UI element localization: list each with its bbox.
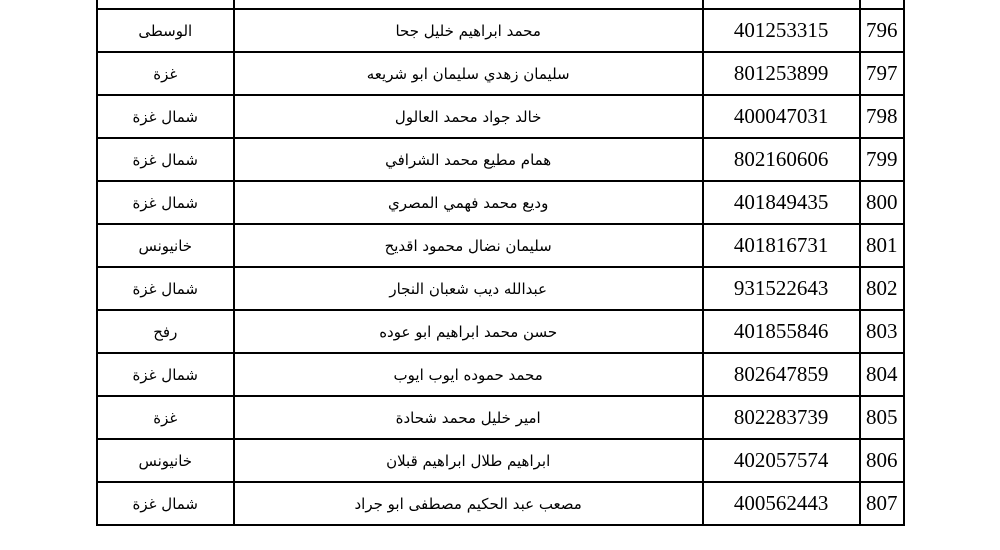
- cell-number: 797: [860, 52, 904, 95]
- cell-number: 805: [860, 396, 904, 439]
- cell-name: محمد حموده ايوب ايوب: [234, 353, 703, 396]
- cell-name: سليمان نضال محمود اقديح: [234, 224, 703, 267]
- cell-region: خانيونس: [97, 224, 234, 267]
- cell-number: 804: [860, 353, 904, 396]
- cell-region: شمال غزة: [97, 138, 234, 181]
- cell-number: 801: [860, 224, 904, 267]
- cell-number: 806: [860, 439, 904, 482]
- table-row: [97, 138, 904, 181]
- cell-number: 802: [860, 267, 904, 310]
- cell-id: 400562443: [703, 482, 860, 525]
- cell-id: 802160606: [703, 138, 860, 181]
- cell-region: شمال غزة: [97, 267, 234, 310]
- cell-region: شمال غزة: [97, 95, 234, 138]
- cell-name: حسن محمد ابراهيم ابو عوده: [234, 310, 703, 353]
- cell-id: 401849435: [703, 181, 860, 224]
- cell-id: 402057574: [703, 439, 860, 482]
- cell-number: 807: [860, 482, 904, 525]
- cell-name: همام مطيع محمد الشرافي: [234, 138, 703, 181]
- cell-id: 801253899: [703, 52, 860, 95]
- cell-number: 800: [860, 181, 904, 224]
- cell-name: ابراهيم طلال ابراهيم قبلان: [234, 439, 703, 482]
- cell-number: 798: [860, 95, 904, 138]
- cell-id: 401816731: [703, 224, 860, 267]
- table-row: [97, 181, 904, 224]
- table-row: [97, 482, 904, 525]
- cell-name: سليمان زهدي سليمان ابو شريعه: [234, 52, 703, 95]
- cell-region: [97, 0, 234, 9]
- records-table-body: [97, 0, 904, 525]
- cell-region: الوسطى: [97, 9, 234, 52]
- cell-number: 803: [860, 310, 904, 353]
- table-row-partial-top: [97, 0, 904, 9]
- cell-id: 401253315: [703, 9, 860, 52]
- cell-id: 931522643: [703, 267, 860, 310]
- cell-name: خالد جواد محمد العالول: [234, 95, 703, 138]
- cell-id: [703, 0, 860, 9]
- cell-name: [234, 0, 703, 9]
- table-row: [97, 353, 904, 396]
- cell-region: رفح: [97, 310, 234, 353]
- cell-region: غزة: [97, 52, 234, 95]
- cell-number: 796: [860, 9, 904, 52]
- table-row: [97, 310, 904, 353]
- cell-region: شمال غزة: [97, 353, 234, 396]
- cell-id: 401855846: [703, 310, 860, 353]
- records-table: [96, 0, 905, 526]
- cell-region: شمال غزة: [97, 181, 234, 224]
- table-row: [97, 95, 904, 138]
- table-row: [97, 224, 904, 267]
- table-row: [97, 52, 904, 95]
- cell-region: شمال غزة: [97, 482, 234, 525]
- cell-name: وديع محمد فهمي المصري: [234, 181, 703, 224]
- table-row: [97, 267, 904, 310]
- table-row: [97, 439, 904, 482]
- cell-name: امير خليل محمد شحادة: [234, 396, 703, 439]
- cell-number: 799: [860, 138, 904, 181]
- cell-region: خانيونس: [97, 439, 234, 482]
- table-row: [97, 9, 904, 52]
- cell-id: 400047031: [703, 95, 860, 138]
- cell-name: مصعب عبد الحكيم مصطفى ابو جراد: [234, 482, 703, 525]
- cell-number: [860, 0, 904, 9]
- table-row: [97, 396, 904, 439]
- cell-id: 802647859: [703, 353, 860, 396]
- cell-name: عبدالله ديب شعبان النجار: [234, 267, 703, 310]
- cell-name: محمد ابراهيم خليل جحا: [234, 9, 703, 52]
- cell-id: 802283739: [703, 396, 860, 439]
- cell-region: غزة: [97, 396, 234, 439]
